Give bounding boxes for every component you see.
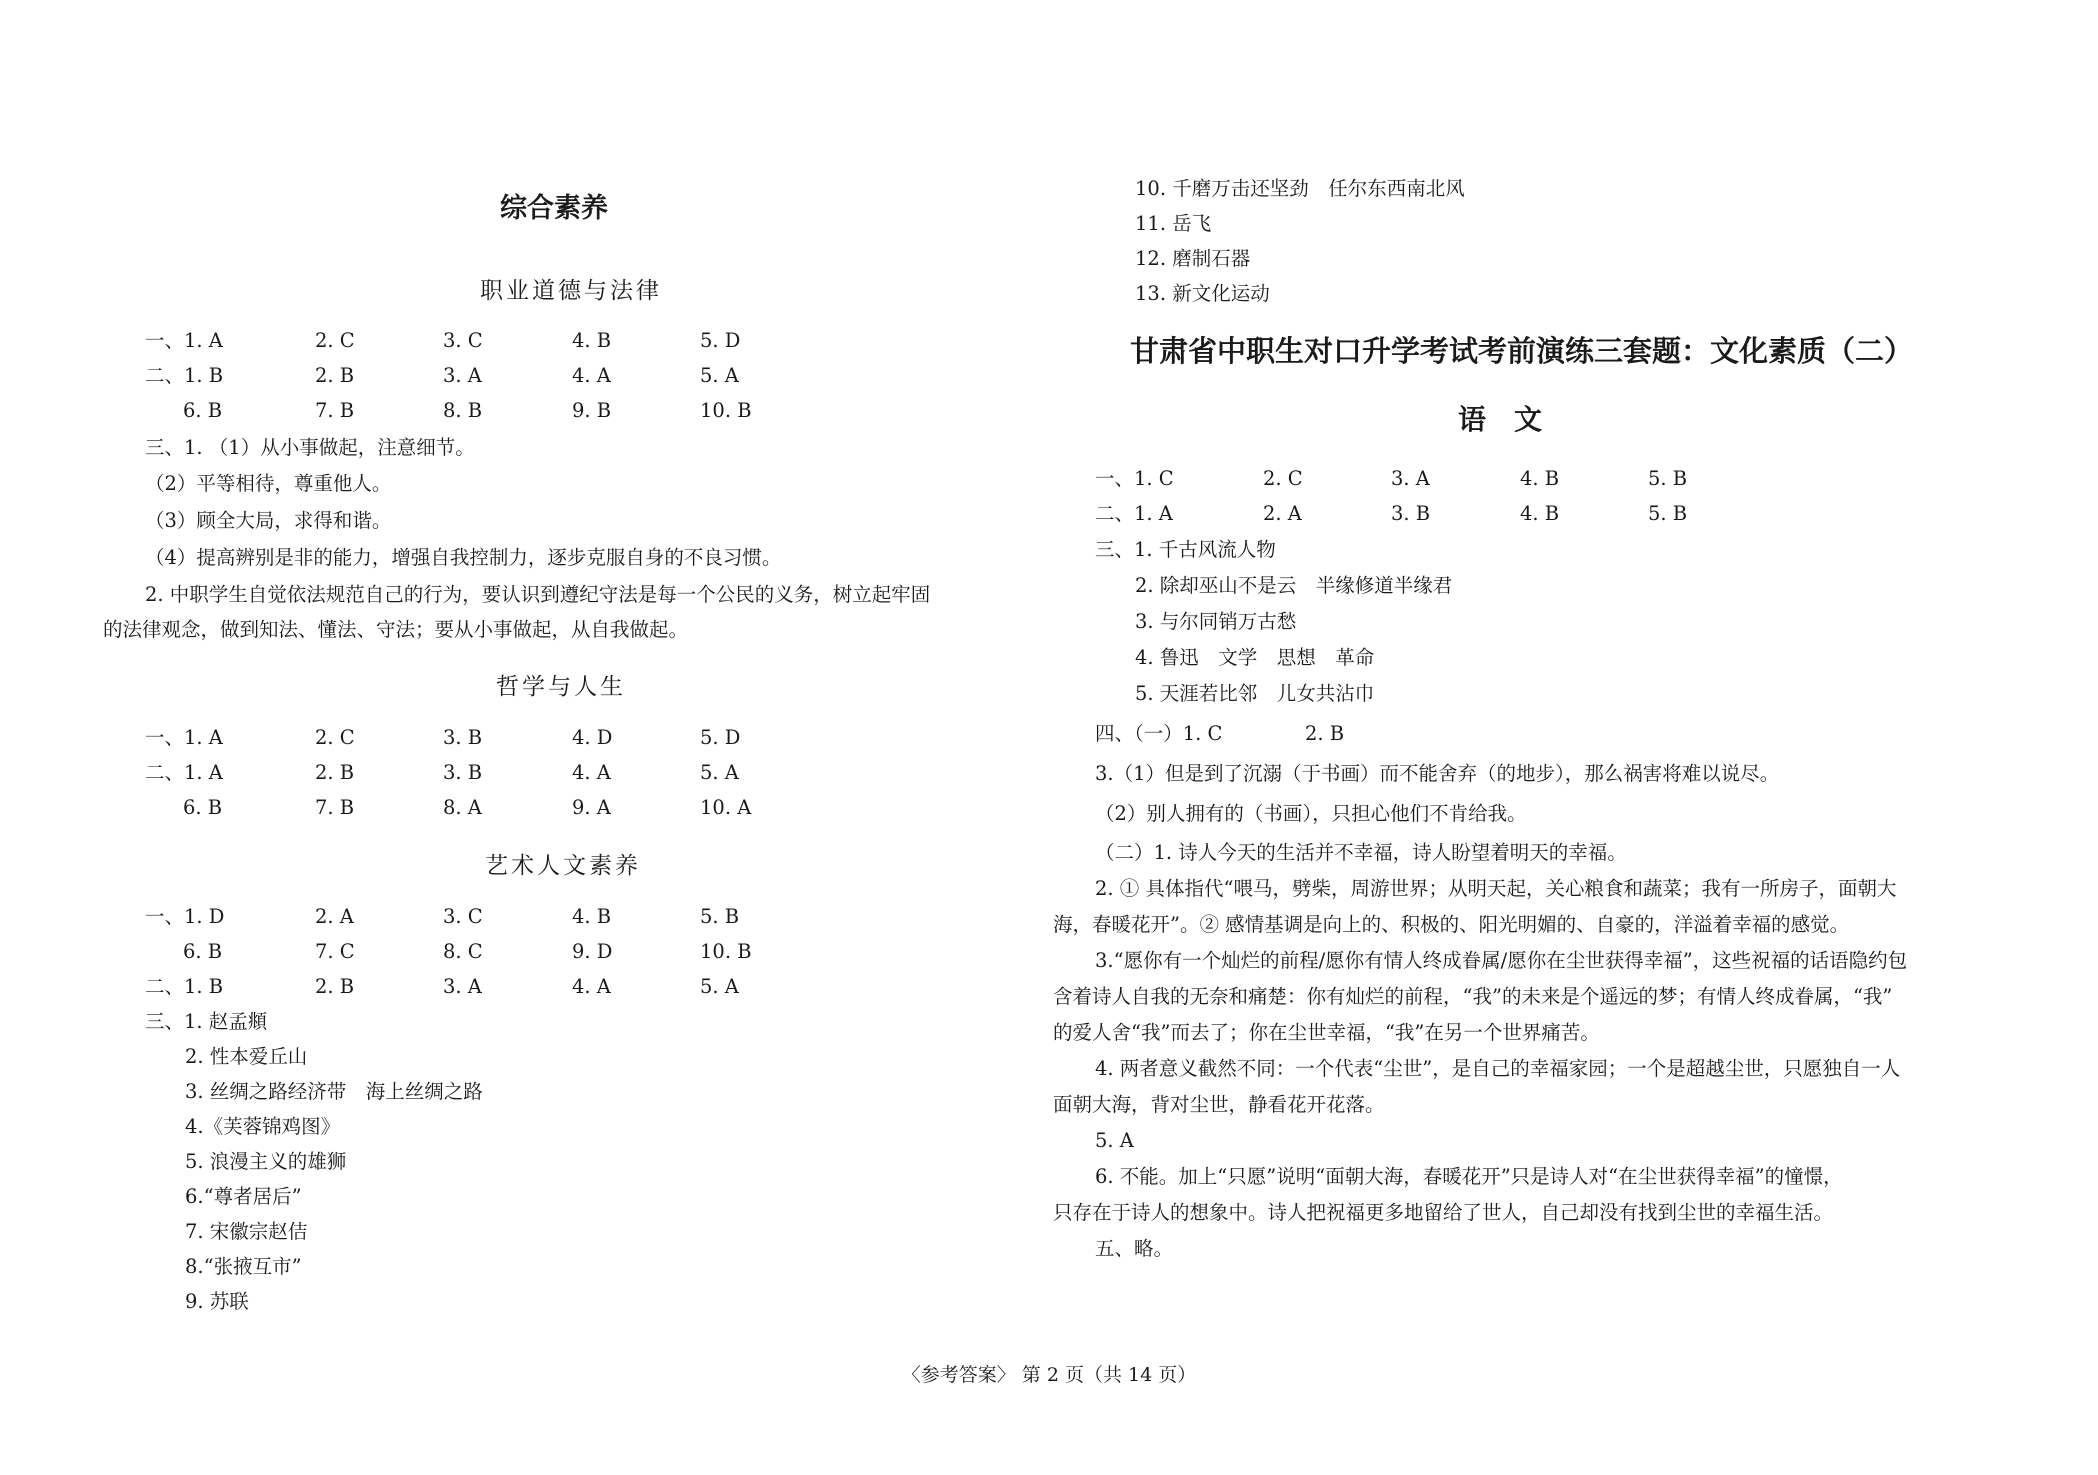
answer: 二、1. B xyxy=(145,975,224,998)
answer: 3. C xyxy=(443,905,483,928)
answer: 5. D xyxy=(700,726,741,749)
answer: 2. A xyxy=(315,905,354,928)
answer-text: 2. ① 具体指代“喂马，劈柴，周游世界；从明天起，关心粮食和蔬菜；我有一所房子，面朝大 xyxy=(1095,877,1897,900)
answer: 5. A xyxy=(700,975,739,998)
subsection-title: 哲学与人生 xyxy=(496,674,626,700)
answer: 一、1. D xyxy=(145,905,225,928)
answer: 4. A xyxy=(572,761,611,784)
list-item: 3. 与尔同销万古愁 xyxy=(1135,610,1297,633)
answer: 3. A xyxy=(1391,467,1430,490)
list-item: 三、1. 赵孟頫 xyxy=(145,1010,268,1033)
list-item: 2. 性本爱丘山 xyxy=(185,1045,308,1068)
answer-text: （4）提高辨别是非的能力，增强自我控制力，逐步克服自身的不良习惯。 xyxy=(145,546,782,569)
answer-text: 4. 两者意义截然不同：一个代表“尘世”，是自己的幸福家园；一个是超越尘世，只愿独自一人 xyxy=(1095,1057,1901,1080)
answer-text: 3.“愿你有一个灿烂的前程/愿你有情人终成眷属/愿你在尘世获得幸福”，这些祝福的话语隐约包 xyxy=(1095,949,1908,972)
answer: 10. A xyxy=(700,796,752,819)
answer: 6. B xyxy=(183,796,223,819)
list-item: 5. 浪漫主义的雄狮 xyxy=(185,1150,347,1173)
answer: 二、1. A xyxy=(145,761,223,784)
answer: 四、（一）1. C xyxy=(1095,722,1223,745)
answer: 6. B xyxy=(183,399,223,422)
answer: 4. D xyxy=(572,726,613,749)
answer: 7. C xyxy=(315,940,355,963)
answer: 4. B xyxy=(1520,502,1560,525)
answer: 7. B xyxy=(315,796,355,819)
answer: 3. A xyxy=(443,975,482,998)
answer: 5. B xyxy=(1648,502,1688,525)
section-heading: 综合素养 xyxy=(500,193,608,224)
answer-text: （二）1. 诗人今天的生活并不幸福，诗人盼望着明天的幸福。 xyxy=(1095,841,1627,864)
list-item: 12. 磨制石器 xyxy=(1135,247,1251,270)
answer-text: 5. A xyxy=(1095,1129,1134,1152)
answer: 4. B xyxy=(572,905,612,928)
answer: 2. B xyxy=(315,761,355,784)
list-item: 10. 千磨万击还坚劲 任尔东西南北风 xyxy=(1135,177,1465,200)
answer-text: （3）顾全大局，求得和谐。 xyxy=(145,509,392,532)
answer: 一、1. C xyxy=(1095,467,1174,490)
answer: 9. B xyxy=(572,399,612,422)
list-item: 7. 宋徽宗赵佶 xyxy=(185,1220,308,1243)
list-item: 三、1. 千古风流人物 xyxy=(1095,538,1276,561)
answer: 二、1. B xyxy=(145,364,224,387)
answer-text: （2）平等相待，尊重他人。 xyxy=(145,472,392,495)
answer: 4. A xyxy=(572,364,611,387)
answer-text: 3.（1）但是到了沉溺（于书画）而不能舍弃（的地步），那么祸害将难以说尽。 xyxy=(1095,762,1780,785)
list-item: 9. 苏联 xyxy=(185,1290,249,1313)
answer: 8. A xyxy=(443,796,482,819)
answer: 2. C xyxy=(315,726,355,749)
answer: 5. A xyxy=(700,364,739,387)
answer-text: 的法律观念，做到知法、懂法、守法；要从小事做起，从自我做起。 xyxy=(103,618,689,641)
answer: 4. B xyxy=(572,329,612,352)
answer-text: （2）别人拥有的（书画），只担心他们不肯给我。 xyxy=(1095,802,1527,825)
answer: 2. B xyxy=(315,364,355,387)
list-item: 2. 除却巫山不是云 半缘修道半缘君 xyxy=(1135,574,1453,597)
answer: 二、1. A xyxy=(1095,502,1173,525)
exam-title: 甘肃省中职生对口升学考试考前演练三套题：文化素质（二） xyxy=(1130,334,1914,368)
answer-text: 6. 不能。加上“只愿”说明“面朝大海，春暖花开”只是诗人对“在尘世获得幸福”的憧憬， xyxy=(1095,1165,1843,1188)
answer: 8. B xyxy=(443,399,483,422)
answer-text: 2. 中职学生自觉依法规范自己的行为，要认识到遵纪守法是每一个公民的义务，树立起牢固 xyxy=(145,583,931,606)
list-item: 3. 丝绸之路经济带 海上丝绸之路 xyxy=(185,1080,483,1103)
answer: 2. C xyxy=(1263,467,1303,490)
answer: 5. B xyxy=(1648,467,1688,490)
answer: 7. B xyxy=(315,399,355,422)
answer: 4. A xyxy=(572,975,611,998)
answer: 9. D xyxy=(572,940,613,963)
subject-heading: 语 文 xyxy=(1458,403,1543,436)
answer: 2. B xyxy=(1305,722,1345,745)
answer-text: 海，春暖花开”。② 感情基调是向上的、积极的、阳光明媚的、自豪的，洋溢着幸福的感觉。 xyxy=(1053,913,1850,936)
answer: 2. A xyxy=(1263,502,1302,525)
answer: 3. C xyxy=(443,329,483,352)
list-item: 13. 新文化运动 xyxy=(1135,282,1270,305)
answer-text: 含着诗人自我的无奈和痛楚：你有灿烂的前程，“我”的未来是个遥远的梦；有情人终成眷属，“我” xyxy=(1053,985,1893,1008)
answer: 5. B xyxy=(700,905,740,928)
answer: 9. A xyxy=(572,796,611,819)
answer: 8. C xyxy=(443,940,483,963)
page-footer: 〈参考答案〉 第 2 页（共 14 页） xyxy=(901,1364,1197,1386)
answer-text: 面朝大海，背对尘世，静看花开花落。 xyxy=(1053,1093,1385,1116)
list-item: 8.“张掖互市” xyxy=(185,1255,302,1278)
answer: 一、1. A xyxy=(145,329,223,352)
answer-text: 五、略。 xyxy=(1095,1237,1174,1260)
answer: 5. A xyxy=(700,761,739,784)
answer: 10. B xyxy=(700,940,752,963)
answer-text: 的爱人舍“我”而去了；你在尘世幸福，“我”在另一个世界痛苦。 xyxy=(1053,1021,1600,1044)
list-item: 4. 鲁迅 文学 思想 革命 xyxy=(1135,646,1375,669)
answer: 3. B xyxy=(1391,502,1431,525)
answer: 5. D xyxy=(700,329,741,352)
list-item: 6.“尊者居后” xyxy=(185,1185,302,1208)
subsection-title: 职业道德与法律 xyxy=(480,278,662,304)
list-item: 11. 岳飞 xyxy=(1135,212,1212,235)
answer-text: 只存在于诗人的想象中。诗人把祝福更多地留给了世人，自己却没有找到尘世的幸福生活。 xyxy=(1053,1201,1834,1224)
answer: 3. B xyxy=(443,761,483,784)
answer-text: 三、1. （1）从小事做起，注意细节。 xyxy=(145,436,475,459)
list-item: 5. 天涯若比邻 儿女共沾巾 xyxy=(1135,682,1375,705)
answer: 3. B xyxy=(443,726,483,749)
answer: 3. A xyxy=(443,364,482,387)
list-item: 4.《芙蓉锦鸡图》 xyxy=(185,1115,341,1138)
answer: 6. B xyxy=(183,940,223,963)
subsection-title: 艺术人文素养 xyxy=(485,853,641,879)
answer: 10. B xyxy=(700,399,752,422)
answer: 4. B xyxy=(1520,467,1560,490)
answer: 2. B xyxy=(315,975,355,998)
answer: 2. C xyxy=(315,329,355,352)
answer: 一、1. A xyxy=(145,726,223,749)
